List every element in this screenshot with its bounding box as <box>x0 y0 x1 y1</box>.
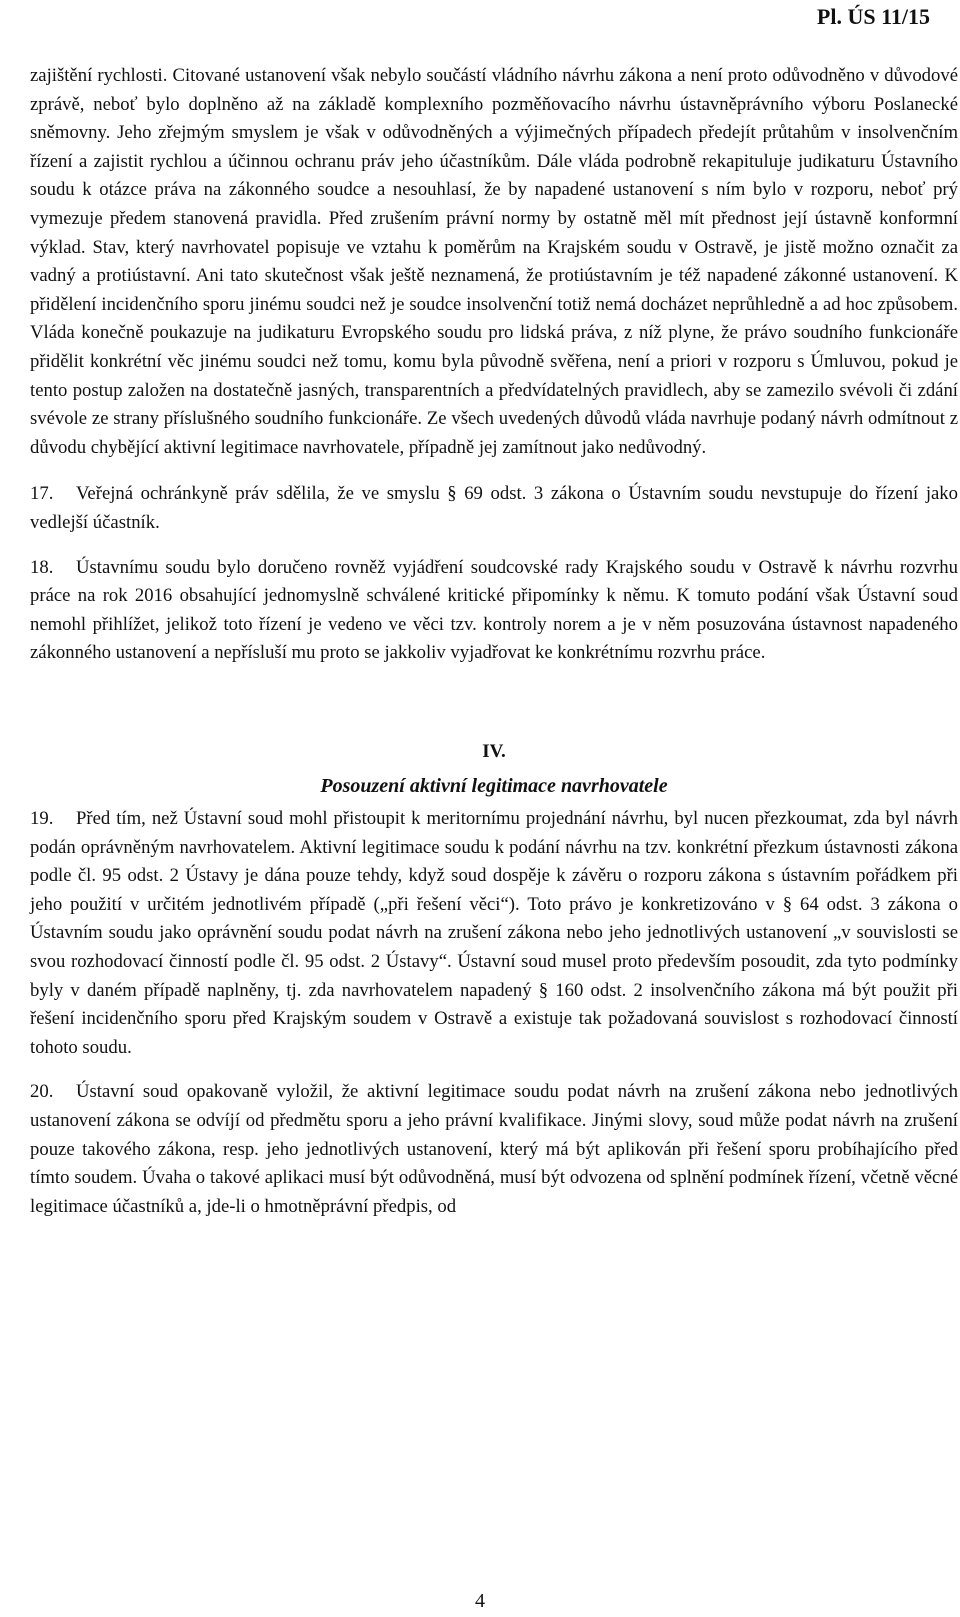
paragraph-continued: zajištění rychlosti. Citované ustanovení však nebylo součástí vládního návrhu zákona a není proto odůvodněno v důvodové zprávě, neboť bylo doplněno až na základě komplexního pozměňovacího návrhu ústavněprávního výboru Poslanecké sněmovny. Jeho zřejmým smyslem je však v odůvodněných a výjimečných případech předejít průtahům v insolvenčním řízení a zajistit rychlou a účinnou ochranu práv jeho účastníkům. Dále vláda podrobně rekapituluje judikaturu Ústavního soudu k otázce práva na zákonného soudce a nesouhlasí, že by napadené ustanovení s ním bylo v rozporu, neboť prý vymezuje předem stanovená pravidla. Před zrušením právní normy by ostatně měl mít přednost její ústavně konformní výklad. Stav, který navrhovatel popisuje ve vztahu k poměrům na Krajském soudu v Ostravě, je jistě možno označit za vadný a protiústavní. Ani tato skutečnost však ještě neznamená, že protiústavním je též napadené zákonné ustanovení. K přidělení incidenčního sporu jinému soudci než je soudce insolvenční totiž nemá docházet neprůhledně a ad hoc způsobem. Vláda konečně poukazuje na judikaturu Evropského soudu pro lidská práva, z níž plyne, že právo soudního funkcionáře přidělit konkrétní věc jinému soudci než tomu, komu byla původně svěřena, není a priori v rozporu s Úmluvou, pokud je tento postup založen na dostatečně jasných, transparentních a předvídatelných pravidlech, aby se zamezilo svévoli či zdání svévole ze strany příslušného soudního funkcionáře. Ze všech uvedených důvodů vláda navrhuje podaný návrh odmítnout z důvodu chybějící aktivní legitimace navrhovatele, případně jej zamítnout jako nedůvodný. <box>30 65 958 458</box>
section-number: IV. <box>482 740 506 762</box>
document-reference: Pl. ÚS 11/15 <box>816 4 930 29</box>
paragraph-number: 20. <box>30 1081 54 1103</box>
section-title: Posouzení aktivní legitimace navrhovatele <box>320 775 668 798</box>
document-body <box>30 62 958 1237</box>
paragraph-18 <box>30 554 958 668</box>
paragraph-text: Ústavnímu soudu bylo doručeno rovněž vyjádření soudcovské rady Krajského soudu v Ostravě k návrhu rozvrhu práce na rok 2016 obsahující jednomyslně schválené kritické připomínky k němu. K tomuto podání však Ústavní soud nemohl přihlížet, jelikož toto řízení je vedeno ve věci tzv. kontroly norem a je v něm posuzována ústavnost napadeného zákonného ustanovení a nepřísluší mu proto se jakkoliv vyjadřovat ke konkrétnímu rozvrhu práce. <box>30 556 958 664</box>
paragraph-text: Ústavní soud opakovaně vyložil, že aktivní legitimace soudu podat návrh na zrušení zákona nebo jednotlivých ustanovení zákona se odvíjí od předmětu sporu a jeho právní kvalifikace. Jinými slovy, soud může podat návrh na zrušení pouze takového zákona, resp. jeho jednotlivých ustanovení, který má být aplikován při řešení sporu probíhajícího před tímto soudem. Úvaha o takové aplikaci musí být odůvodněná, musí být odvozena od splnění podmínek řízení, včetně věcné legitimace účastníků a, jde-li o hmotněprávní předpis, od <box>30 1081 958 1217</box>
paragraph-number: 19. <box>30 808 54 830</box>
paragraph-19 <box>30 805 958 1062</box>
paragraph-20 <box>30 1078 958 1221</box>
paragraph-number: 17. <box>30 483 54 505</box>
paragraph-text: Veřejná ochránkyně práv sdělila, že ve smyslu § 69 odst. 3 zákona o Ústavním soudu nevstupuje do řízení jako vedlejší účastník. <box>30 483 958 533</box>
paragraph-text: Před tím, než Ústavní soud mohl přistoupit k meritornímu projednání návrhu, byl nucen přezkoumat, zda byl návrh podán oprávněným navrhovatelem. Aktivní legitimace soudu k podání návrhu na tzv. konkrétní přezkum ústavnosti zákona podle čl. 95 odst. 2 Ústavy je dána pouze tehdy, když soud dospěje k závěru o rozporu zákona s ústavním pořádkem při jeho použití v určitém jednotlivém případě („při řešení věci“). Toto právo je konkretizováno v § 64 odst. 3 zákona o Ústavním soudu jako oprávnění soudu podat návrh na zrušení zákona nebo jeho jednotlivých ustanovení „v souvislosti se svou rozhodovací činností podle čl. 95 odst. 2 Ústavy“. Ústavní soud musel proto především posoudit, zda tyto podmínky byly v daném případě naplněny, tj. zda navrhovatelem napadený § 160 odst. 2 insolvenčního zákona má být použit při řešení incidenčního sporu před Krajským soudem v Ostravě a existuje tak požadovaná souvislost s rozhodovací činností tohoto soudu. <box>30 808 958 1058</box>
paragraph-number: 18. <box>30 556 54 578</box>
paragraph-17 <box>30 480 958 537</box>
page-number: 4 <box>475 1590 485 1612</box>
